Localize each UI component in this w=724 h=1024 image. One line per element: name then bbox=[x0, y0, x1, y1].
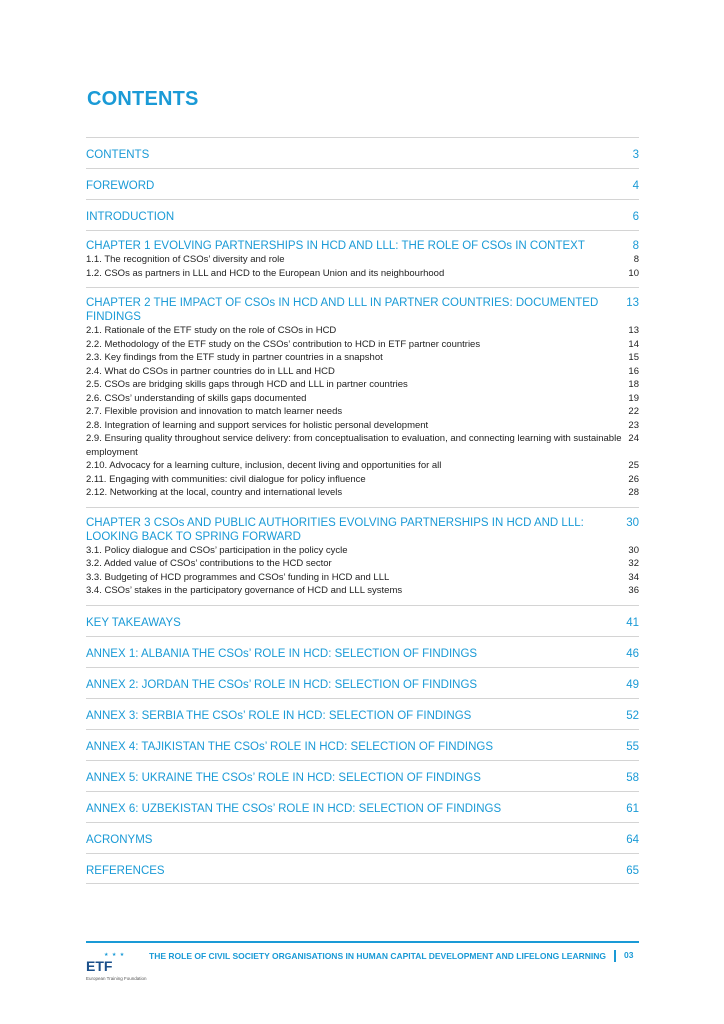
toc-subentry-page: 36 bbox=[628, 585, 639, 596]
toc-heading[interactable] bbox=[86, 740, 639, 754]
toc-entry[interactable] bbox=[86, 507, 639, 605]
toc-subentry-page: 34 bbox=[628, 571, 639, 583]
eu-stars-icon: ★ ★ ★ bbox=[104, 952, 126, 958]
toc-heading-label: REFERENCES bbox=[86, 864, 165, 877]
toc-heading[interactable] bbox=[86, 647, 639, 661]
toc-subentry-label: 2.1. Rationale of the ETF study on the role of CSOs in HCD bbox=[86, 325, 337, 336]
toc-heading-page: 61 bbox=[626, 802, 639, 815]
toc-heading[interactable] bbox=[86, 616, 639, 630]
toc-subentry[interactable] bbox=[86, 324, 639, 338]
toc-heading-label: CONTENTS bbox=[86, 149, 150, 161]
toc-entry[interactable] bbox=[86, 199, 639, 230]
toc-subentry-label: 3.1. Policy dialogue and CSOs’ participation in the policy cycle bbox=[86, 544, 348, 556]
toc-subentry-label: 2.8. Integration of learning and support services for holistic personal development bbox=[86, 419, 429, 431]
toc-heading[interactable] bbox=[86, 802, 639, 816]
toc-entry[interactable] bbox=[86, 168, 639, 199]
toc-subentry[interactable] bbox=[86, 378, 639, 392]
toc-subentry[interactable] bbox=[86, 459, 639, 473]
toc-subentry[interactable] bbox=[86, 365, 639, 379]
footer-separator bbox=[614, 950, 616, 962]
toc-subentry[interactable] bbox=[86, 432, 639, 459]
toc-entry[interactable] bbox=[86, 230, 639, 287]
toc-heading-label: KEY TAKEAWAYS bbox=[86, 616, 181, 629]
toc-heading-label: CHAPTER 1 EVOLVING PARTNERSHIPS IN HCD AND LLL: THE ROLE OF CSOs IN CONTEXT bbox=[86, 240, 585, 252]
toc-subentry-page: 32 bbox=[628, 558, 639, 569]
toc-subentry[interactable] bbox=[86, 338, 639, 352]
toc-heading-label: FOREWORD bbox=[86, 180, 155, 192]
toc-entry[interactable] bbox=[86, 636, 639, 667]
toc-entry[interactable] bbox=[86, 760, 639, 791]
toc-subentry-page: 26 bbox=[628, 473, 639, 485]
toc-entry[interactable] bbox=[86, 137, 639, 168]
toc-heading[interactable] bbox=[86, 210, 639, 224]
toc-subentry-label: 2.11. Engaging with communities: civil dialogue for policy influence bbox=[86, 473, 366, 485]
toc-heading[interactable] bbox=[86, 516, 639, 544]
toc-heading-page: 8 bbox=[632, 240, 639, 252]
toc-subentry-label: 3.2. Added value of CSOs’ contributions to the HCD sector bbox=[86, 558, 332, 569]
table-of-contents bbox=[86, 137, 639, 884]
toc-heading-page: 46 bbox=[626, 647, 639, 660]
toc-subentry[interactable] bbox=[86, 557, 639, 571]
toc-heading-page: 65 bbox=[626, 864, 639, 877]
toc-heading[interactable] bbox=[86, 296, 639, 324]
toc-subentry-page: 14 bbox=[628, 338, 639, 350]
toc-subentry-label: 2.4. What do CSOs in partner countries do in LLL and HCD bbox=[86, 365, 335, 377]
footer-divider bbox=[86, 941, 639, 943]
toc-heading-page: 64 bbox=[626, 833, 639, 846]
toc-entry[interactable] bbox=[86, 853, 639, 884]
toc-subentry-page: 13 bbox=[628, 325, 639, 336]
toc-heading-label: CHAPTER 3 CSOs AND PUBLIC AUTHORITIES EVOLVING PARTNERSHIPS IN HCD AND LLL: LOOKING BACK TO SPRING FORWARD bbox=[86, 516, 584, 543]
toc-entry[interactable] bbox=[86, 667, 639, 698]
toc-heading-page: 13 bbox=[626, 297, 639, 309]
toc-heading-page: 52 bbox=[626, 709, 639, 722]
toc-heading[interactable] bbox=[86, 678, 639, 692]
toc-heading[interactable] bbox=[86, 179, 639, 193]
toc-subentry-page: 24 bbox=[628, 433, 639, 444]
toc-subentry[interactable] bbox=[86, 253, 639, 267]
toc-subentry[interactable] bbox=[86, 405, 639, 419]
toc-subentry-page: 23 bbox=[628, 419, 639, 431]
toc-heading-label: ANNEX 5: UKRAINE THE CSOs’ ROLE IN HCD: SELECTION OF FINDINGS bbox=[86, 771, 481, 784]
logo-text: ETF bbox=[86, 958, 113, 974]
toc-heading[interactable] bbox=[86, 864, 639, 878]
toc-heading-page: 58 bbox=[626, 771, 639, 784]
running-title: THE ROLE OF CIVIL SOCIETY ORGANISATIONS IN HUMAN CAPITAL DEVELOPMENT AND LIFELONG LEARNING bbox=[149, 951, 606, 961]
logo-tagline: European Training Foundation bbox=[86, 976, 147, 981]
toc-heading-label: ANNEX 1: ALBANIA THE CSOs’ ROLE IN HCD: SELECTION OF FINDINGS bbox=[86, 647, 478, 660]
toc-heading-label: ANNEX 3: SERBIA THE CSOs’ ROLE IN HCD: SELECTION OF FINDINGS bbox=[86, 709, 472, 722]
toc-entry[interactable] bbox=[86, 822, 639, 853]
toc-subentry[interactable] bbox=[86, 544, 639, 558]
toc-subentry-page: 19 bbox=[628, 392, 639, 404]
toc-subentry-page: 16 bbox=[628, 365, 639, 377]
toc-subentry-page: 28 bbox=[628, 487, 639, 498]
toc-subentry[interactable] bbox=[86, 571, 639, 585]
toc-heading-page: 30 bbox=[626, 516, 639, 529]
toc-subentry-label: 1.1. The recognition of CSOs’ diversity and role bbox=[86, 254, 285, 265]
toc-heading-label: ACRONYMS bbox=[86, 833, 153, 846]
toc-subentry-page: 10 bbox=[628, 267, 639, 279]
toc-subentry[interactable] bbox=[86, 419, 639, 433]
toc-subentry-page: 18 bbox=[628, 379, 639, 390]
toc-subentry-label: 2.3. Key findings from the ETF study in partner countries in a snapshot bbox=[86, 352, 383, 363]
page-title: CONTENTS bbox=[87, 88, 199, 110]
toc-subentry[interactable] bbox=[86, 473, 639, 487]
toc-heading[interactable] bbox=[86, 239, 639, 253]
toc-subentry-label: 3.3. Budgeting of HCD programmes and CSOs’ funding in HCD and LLL bbox=[86, 571, 390, 583]
toc-subentry[interactable] bbox=[86, 486, 639, 500]
toc-entry[interactable] bbox=[86, 605, 639, 636]
toc-heading[interactable] bbox=[86, 709, 639, 723]
toc-subentry[interactable] bbox=[86, 392, 639, 406]
toc-subentry-label: 2.10. Advocacy for a learning culture, inclusion, decent living and opportunities for all bbox=[86, 460, 442, 471]
toc-subentry[interactable] bbox=[86, 351, 639, 365]
toc-heading-label: CHAPTER 2 THE IMPACT OF CSOs IN HCD AND LLL IN PARTNER COUNTRIES: DOCUMENTED FINDINGS bbox=[86, 297, 599, 323]
toc-subentry-label: 2.5. CSOs are bridging skills gaps through HCD and LLL in partner countries bbox=[86, 379, 408, 390]
toc-heading-page: 49 bbox=[626, 678, 639, 691]
toc-entry[interactable] bbox=[86, 729, 639, 760]
toc-heading-page: 4 bbox=[632, 180, 639, 192]
toc-heading-label: ANNEX 6: UZBEKISTAN THE CSOs’ ROLE IN HCD: SELECTION OF FINDINGS bbox=[86, 802, 502, 815]
toc-entry[interactable] bbox=[86, 698, 639, 729]
toc-subentry-page: 22 bbox=[628, 406, 639, 417]
toc-heading-page: 55 bbox=[626, 740, 639, 753]
toc-heading-page: 6 bbox=[632, 211, 639, 223]
toc-subentry-page: 15 bbox=[628, 352, 639, 363]
toc-heading-page: 3 bbox=[632, 149, 639, 161]
toc-heading-page: 41 bbox=[626, 616, 639, 629]
toc-entry[interactable] bbox=[86, 287, 639, 507]
toc-subentry-page: 30 bbox=[628, 544, 639, 556]
toc-heading-label: ANNEX 4: TAJIKISTAN THE CSOs’ ROLE IN HCD: SELECTION OF FINDINGS bbox=[86, 740, 494, 753]
toc-subentry-page: 8 bbox=[633, 254, 639, 265]
toc-heading[interactable] bbox=[86, 771, 639, 785]
toc-subentry-label: 2.7. Flexible provision and innovation to match learner needs bbox=[86, 406, 343, 417]
toc-heading-label: ANNEX 2: JORDAN THE CSOs’ ROLE IN HCD: SELECTION OF FINDINGS bbox=[86, 678, 478, 691]
toc-subentry[interactable] bbox=[86, 267, 639, 281]
toc-subentry[interactable] bbox=[86, 584, 639, 598]
toc-subentry-label: 3.4. CSOs’ stakes in the participatory governance of HCD and LLL systems bbox=[86, 585, 403, 596]
toc-heading-label: INTRODUCTION bbox=[86, 211, 175, 223]
toc-subentry-label: 1.2. CSOs as partners in LLL and HCD to the European Union and its neighbourhood bbox=[86, 267, 445, 279]
toc-subentry-label: 2.12. Networking at the local, country and international levels bbox=[86, 487, 343, 498]
toc-subentry-label: 2.9. Ensuring quality throughout service delivery: from conceptualisation to evaluation, and connecting learning with sustainable employment bbox=[86, 433, 622, 458]
toc-subentry-label: 2.6. CSOs’ understanding of skills gaps documented bbox=[86, 392, 307, 404]
toc-subentry-page: 25 bbox=[628, 460, 639, 471]
page-number: 03 bbox=[624, 950, 634, 960]
toc-heading[interactable] bbox=[86, 148, 639, 162]
toc-heading[interactable] bbox=[86, 833, 639, 847]
toc-entry[interactable] bbox=[86, 791, 639, 822]
toc-subentry-label: 2.2. Methodology of the ETF study on the CSOs’ contribution to HCD in ETF partner countries bbox=[86, 338, 481, 350]
